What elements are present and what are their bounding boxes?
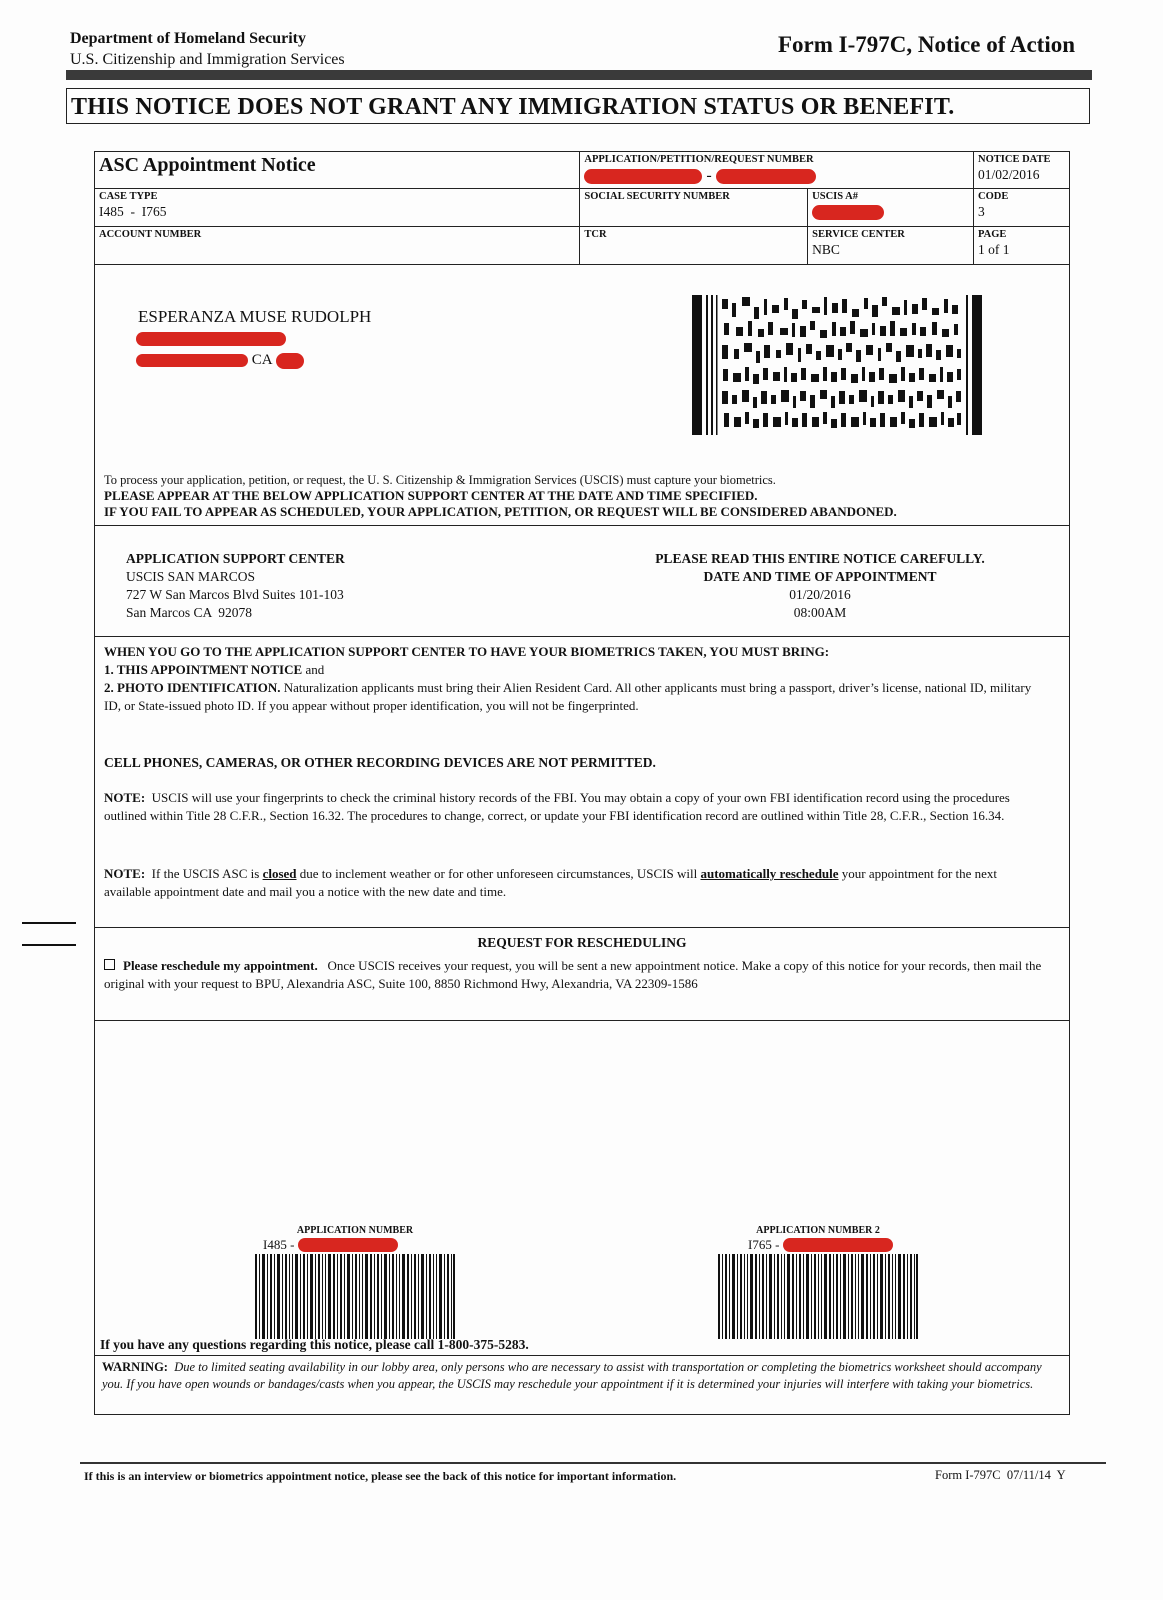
account-number-cell (95, 227, 580, 265)
sub-agency-name: U.S. Citizenship and Immigration Services (70, 51, 345, 68)
section-divider (94, 927, 1070, 928)
application-barcode-1 (255, 1225, 455, 1344)
bring-item-1-text: and (302, 662, 325, 677)
closure-note-text: If the USCIS ASC is (151, 866, 263, 881)
bring-item-1-label: 1. THIS APPOINTMENT NOTICE (104, 662, 303, 677)
appointment-time: 08:00AM (793, 605, 847, 620)
intro-line-3: IF YOU FAIL TO APPEAR AS SCHEDULED, YOUR APPLICATION, PETITION, OR REQUEST WILL BE CONSIDERED ABANDONED. (104, 504, 897, 519)
redaction-mark (716, 169, 816, 184)
closure-note (104, 865, 1044, 901)
footer-notice: If this is an interview or biometrics appointment notice, please see the back of this notice for important information. (84, 1469, 677, 1483)
warning-text: Due to limited seating availability in our lobby area, only persons who are necessary to assist with transportation or completing the biometrics worksheet should accompany you. If you have open wounds or bandages/casts when you appear, the USCIS may reschedule your appointment if it is determined your injuries will interfere with taking your biometrics. (102, 1360, 1042, 1391)
reschedule-instructions: Once USCIS receives your request, you will be sent a new appointment notice. Make a copy of this notice for your records, then mail the original with your request to BPU, Alexandria ASC, Suite 100, 8850 Richmond Hwy, Alexandria, VA 22309-1586 (104, 958, 1042, 991)
appointment-heading: DATE AND TIME OF APPOINTMENT (703, 569, 937, 584)
barcode-label: APPLICATION NUMBER (296, 1225, 414, 1236)
section-divider (94, 525, 1070, 526)
appointment-details (610, 550, 1030, 622)
agency-name: Department of Homeland Security (70, 30, 306, 47)
recipient-address-line1 (136, 330, 286, 348)
warning-box (94, 1355, 1070, 1396)
code-value: 3 (978, 204, 985, 219)
recipient-address-line2 (136, 352, 304, 369)
redaction-mark (136, 354, 248, 367)
barcode-label: APPLICATION NUMBER 2 (756, 1225, 880, 1236)
recipient-state: CA (251, 352, 272, 368)
header-divider (66, 70, 1092, 80)
page-label: PAGE (978, 229, 1007, 240)
read-notice-heading: PLEASE READ THIS ENTIRE NOTICE CAREFULLY. (655, 551, 985, 566)
notice-type-cell (95, 152, 580, 189)
service-center-value: NBC (812, 242, 840, 257)
footer-divider (80, 1462, 1106, 1464)
closure-note-text: due to inclement weather or for other unforeseen circumstances, USCIS will (296, 866, 701, 881)
tcr-label: TCR (584, 229, 607, 240)
linear-barcode (718, 1254, 918, 1339)
case-type-label: CASE TYPE (99, 191, 158, 202)
pdf417-barcode (692, 295, 992, 435)
closed-emphasis: closed (262, 866, 297, 881)
redaction-mark (298, 1238, 398, 1252)
warning-label: WARNING: (102, 1360, 168, 1374)
notice-type: ASC Appointment Notice (99, 154, 316, 176)
form-title: Form I-797C, Notice of Action (777, 32, 1075, 57)
intro-line-1: To process your application, petition, or request, the U. S. Citizenship & Immigration Services (USCIS) must capture your biometrics. (104, 473, 776, 487)
bring-item-1 (104, 661, 1044, 679)
case-type-cell (95, 189, 580, 227)
barcode-number (263, 1236, 455, 1254)
account-number-label: ACCOUNT NUMBER (99, 229, 202, 240)
recipient-name: ESPERANZA MUSE RUDOLPH (138, 307, 372, 326)
application-number-redacted: - (584, 167, 969, 185)
asc-heading: APPLICATION SUPPORT CENTER (126, 551, 345, 566)
fbi-note-text: USCIS will use your fingerprints to check the criminal history records of the FBI. You may obtain a copy of your own FBI identification record using the procedures outlined within Title 28 C.F.R., Section 16.32. The procedures to change, correct, or update your FBI identification record are outlined within Title 28, C.F.R., Section 16.34. (104, 790, 1010, 823)
ssn-cell (580, 189, 808, 227)
fold-mark (22, 944, 76, 946)
bring-item-2-label: 2. PHOTO IDENTIFICATION. (104, 680, 281, 695)
fold-mark (22, 922, 76, 924)
notice-date-cell (974, 152, 1070, 189)
asc-city: San Marcos CA 92078 (126, 605, 252, 620)
devices-notice: CELL PHONES, CAMERAS, OR OTHER RECORDING DEVICES ARE NOT PERMITTED. (104, 755, 656, 770)
auto-reschedule-emphasis: automatically reschedule (700, 866, 839, 881)
appointment-date: 01/20/2016 (789, 587, 851, 602)
section-divider (94, 1020, 1070, 1021)
bring-item-2 (104, 679, 1044, 715)
redaction-mark (584, 169, 702, 184)
linear-barcode (255, 1254, 455, 1339)
redaction-mark (136, 332, 286, 346)
uscis-a-label: USCIS A# (812, 191, 858, 202)
service-center-cell (808, 227, 974, 265)
barcode-number (748, 1236, 918, 1254)
fbi-note (104, 789, 1044, 825)
notice-date-value: 01/02/2016 (978, 167, 1040, 182)
agency-header (70, 28, 345, 70)
page-value: 1 of 1 (978, 242, 1010, 257)
page-cell (974, 227, 1070, 265)
tcr-cell (580, 227, 808, 265)
code-label: CODE (978, 191, 1009, 202)
application-number-cell (580, 152, 974, 189)
barcode-prefix: I765 - (748, 1237, 780, 1252)
bring-item-2-text: Naturalization applicants must bring their Alien Resident Card. All other applicants must bring a passport, driver’s license, national ID, military ID, or State-issued photo ID. If you appear without proper identification, you will not be fingerprinted. (104, 680, 1032, 713)
intro-line-2: PLEASE APPEAR AT THE BELOW APPLICATION SUPPORT CENTER AT THE DATE AND TIME SPECIFIED. (104, 488, 758, 503)
reschedule-checkbox[interactable] (104, 959, 115, 970)
asc-street: 727 W San Marcos Blvd Suites 101-103 (126, 587, 344, 602)
redaction-mark (783, 1238, 893, 1252)
asc-location (126, 550, 345, 622)
reschedule-checkbox-label: Please reschedule my appointment. (123, 958, 318, 973)
note-label: NOTE: (104, 790, 146, 805)
what-to-bring (104, 643, 1044, 715)
intro-instructions (104, 472, 1054, 520)
case-type-value: I485 - I765 (99, 204, 167, 219)
bring-heading: WHEN YOU GO TO THE APPLICATION SUPPORT CENTER TO HAVE YOUR BIOMETRICS TAKEN, YOU MUST BRING: (104, 644, 830, 659)
ssn-label: SOCIAL SECURITY NUMBER (584, 191, 730, 202)
rescheduling-heading: REQUEST FOR RESCHEDULING (477, 935, 687, 950)
barcode-prefix: I485 - (263, 1237, 295, 1252)
notice-date-label: NOTICE DATE (978, 154, 1051, 165)
form-revision: Form I-797C 07/11/14 Y (935, 1468, 1066, 1482)
status-banner: THIS NOTICE DOES NOT GRANT ANY IMMIGRATION STATUS OR BENEFIT. (66, 88, 1090, 124)
redaction-mark (276, 353, 304, 369)
section-divider (94, 636, 1070, 637)
note-label: NOTE: (104, 866, 146, 881)
code-cell (974, 189, 1070, 227)
questions-hotline: If you have any questions regarding this notice, please call 1-800-375-5283. (100, 1337, 529, 1352)
asc-name: USCIS SAN MARCOS (126, 569, 256, 584)
uscis-a-cell (808, 189, 974, 227)
application-number-label: APPLICATION/PETITION/REQUEST NUMBER (584, 154, 814, 165)
case-info-grid (94, 151, 1070, 265)
closure-note-text: your appointment for the next available appointment date and mail you a notice with the new date and time. (104, 866, 998, 899)
service-center-label: SERVICE CENTER (812, 229, 905, 240)
rescheduling-request (104, 957, 1049, 993)
application-barcode-2 (718, 1225, 918, 1344)
redaction-mark (812, 205, 884, 220)
